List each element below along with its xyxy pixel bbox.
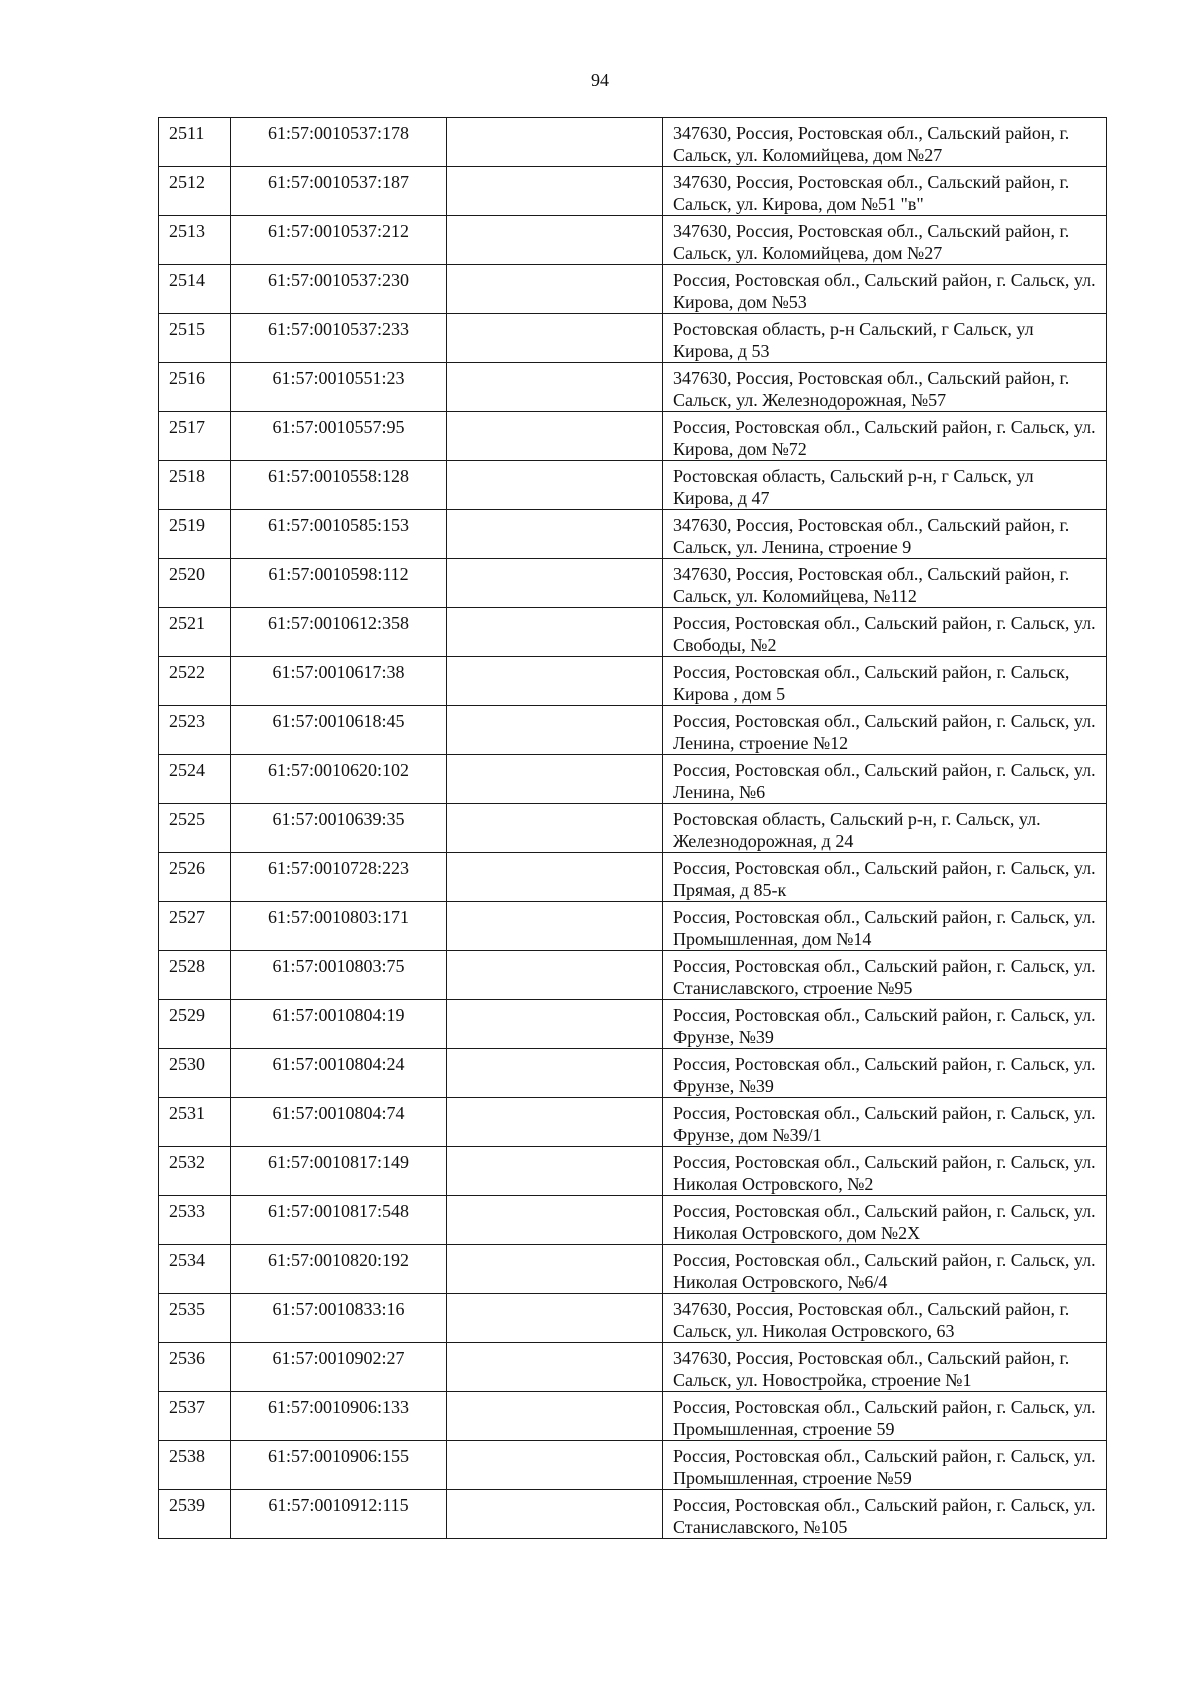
table-row xyxy=(159,1490,1107,1539)
address-cell: Россия, Ростовская обл., Сальский район, г. Сальск, ул. Кирова, дом №72 xyxy=(663,412,1107,461)
cadastral-number-cell: 61:57:0010833:16 xyxy=(231,1294,447,1343)
table-row xyxy=(159,314,1107,363)
cadastral-number-cell: 61:57:0010617:38 xyxy=(231,657,447,706)
row-number-cell: 2513 xyxy=(159,216,231,265)
empty-cell xyxy=(447,1392,663,1441)
address-cell: Россия, Ростовская обл., Сальский район, г. Сальск, ул. Промышленная, строение 59 xyxy=(663,1392,1107,1441)
table-row xyxy=(159,118,1107,167)
empty-cell xyxy=(447,902,663,951)
cadastral-number-cell: 61:57:0010537:187 xyxy=(231,167,447,216)
address-cell: 347630, Россия, Ростовская обл., Сальский район, г. Сальск, ул. Новостройка, строение №1 xyxy=(663,1343,1107,1392)
table-row xyxy=(159,902,1107,951)
cadastral-number-cell: 61:57:0010620:102 xyxy=(231,755,447,804)
empty-cell xyxy=(447,314,663,363)
row-number-cell: 2529 xyxy=(159,1000,231,1049)
address-cell: 347630, Россия, Ростовская обл., Сальский район, г. Сальск, ул. Коломийцева, №112 xyxy=(663,559,1107,608)
table-row xyxy=(159,804,1107,853)
cadastral-number-cell: 61:57:0010639:35 xyxy=(231,804,447,853)
cadastral-number-cell: 61:57:0010537:212 xyxy=(231,216,447,265)
address-cell: 347630, Россия, Ростовская обл., Сальский район, г. Сальск, ул. Коломийцева, дом №27 xyxy=(663,216,1107,265)
address-cell: Россия, Ростовская обл., Сальский район, г. Сальск, ул. Николая Островского, №6/4 xyxy=(663,1245,1107,1294)
table-row xyxy=(159,1000,1107,1049)
cadastral-number-cell: 61:57:0010804:74 xyxy=(231,1098,447,1147)
empty-cell xyxy=(447,510,663,559)
row-number-cell: 2532 xyxy=(159,1147,231,1196)
table-row xyxy=(159,559,1107,608)
address-cell: Россия, Ростовская обл., Сальский район, г. Сальск, Кирова , дом 5 xyxy=(663,657,1107,706)
empty-cell xyxy=(447,1245,663,1294)
cadastral-number-cell: 61:57:0010728:223 xyxy=(231,853,447,902)
page-number: 94 xyxy=(591,70,609,90)
empty-cell xyxy=(447,1147,663,1196)
row-number-cell: 2517 xyxy=(159,412,231,461)
empty-cell xyxy=(447,853,663,902)
table-row xyxy=(159,216,1107,265)
address-cell: Россия, Ростовская обл., Сальский район, г. Сальск, ул. Промышленная, дом №14 xyxy=(663,902,1107,951)
cadastral-number-cell: 61:57:0010902:27 xyxy=(231,1343,447,1392)
address-cell: Россия, Ростовская обл., Сальский район, г. Сальск, ул. Кирова, дом №53 xyxy=(663,265,1107,314)
cadastral-number-cell: 61:57:0010585:153 xyxy=(231,510,447,559)
address-cell: Ростовская область, Сальский р-н, г. Сальск, ул. Железнодорожная, д 24 xyxy=(663,804,1107,853)
empty-cell xyxy=(447,657,663,706)
empty-cell xyxy=(447,461,663,510)
empty-cell xyxy=(447,1049,663,1098)
cadastral-number-cell: 61:57:0010817:548 xyxy=(231,1196,447,1245)
address-cell: Россия, Ростовская обл., Сальский район, г. Сальск, ул. Фрунзе, №39 xyxy=(663,1000,1107,1049)
table-row xyxy=(159,755,1107,804)
address-cell: 347630, Россия, Ростовская обл., Сальский район, г. Сальск, ул. Николая Островского, 63 xyxy=(663,1294,1107,1343)
cadastral-number-cell: 61:57:0010906:133 xyxy=(231,1392,447,1441)
address-cell: Россия, Ростовская обл., Сальский район, г. Сальск, ул. Свободы, №2 xyxy=(663,608,1107,657)
row-number-cell: 2530 xyxy=(159,1049,231,1098)
address-cell: Россия, Ростовская обл., Сальский район, г. Сальск, ул. Станиславского, №105 xyxy=(663,1490,1107,1539)
row-number-cell: 2520 xyxy=(159,559,231,608)
table-row xyxy=(159,412,1107,461)
cadastral-number-cell: 61:57:0010912:115 xyxy=(231,1490,447,1539)
row-number-cell: 2539 xyxy=(159,1490,231,1539)
table-row xyxy=(159,1294,1107,1343)
address-cell: 347630, Россия, Ростовская обл., Сальский район, г. Сальск, ул. Ленина, строение 9 xyxy=(663,510,1107,559)
row-number-cell: 2536 xyxy=(159,1343,231,1392)
row-number-cell: 2511 xyxy=(159,118,231,167)
row-number-cell: 2519 xyxy=(159,510,231,559)
cadastral-number-cell: 61:57:0010551:23 xyxy=(231,363,447,412)
row-number-cell: 2537 xyxy=(159,1392,231,1441)
address-cell: Россия, Ростовская обл., Сальский район, г. Сальск, ул. Николая Островского, №2 xyxy=(663,1147,1107,1196)
table-row xyxy=(159,1392,1107,1441)
address-cell: Ростовская область, Сальский р-н, г Сальск, ул Кирова, д 47 xyxy=(663,461,1107,510)
cadastral-number-cell: 61:57:0010804:19 xyxy=(231,1000,447,1049)
empty-cell xyxy=(447,1294,663,1343)
empty-cell xyxy=(447,167,663,216)
cadastral-number-cell: 61:57:0010817:149 xyxy=(231,1147,447,1196)
empty-cell xyxy=(447,1343,663,1392)
address-cell: Россия, Ростовская обл., Сальский район, г. Сальск, ул. Фрунзе, №39 xyxy=(663,1049,1107,1098)
address-cell: Россия, Ростовская обл., Сальский район, г. Сальск, ул. Ленина, №6 xyxy=(663,755,1107,804)
address-cell: Россия, Ростовская обл., Сальский район, г. Сальск, ул. Ленина, строение №12 xyxy=(663,706,1107,755)
empty-cell xyxy=(447,1196,663,1245)
table-row xyxy=(159,1049,1107,1098)
row-number-cell: 2528 xyxy=(159,951,231,1000)
cadastral-number-cell: 61:57:0010820:192 xyxy=(231,1245,447,1294)
cadastral-number-cell: 61:57:0010803:171 xyxy=(231,902,447,951)
row-number-cell: 2522 xyxy=(159,657,231,706)
table-row xyxy=(159,1245,1107,1294)
empty-cell xyxy=(447,265,663,314)
table-row xyxy=(159,1147,1107,1196)
cadastral-number-cell: 61:57:0010537:178 xyxy=(231,118,447,167)
row-number-cell: 2526 xyxy=(159,853,231,902)
row-number-cell: 2533 xyxy=(159,1196,231,1245)
row-number-cell: 2521 xyxy=(159,608,231,657)
empty-cell xyxy=(447,706,663,755)
address-cell: Россия, Ростовская обл., Сальский район, г. Сальск, ул. Станиславского, строение №95 xyxy=(663,951,1107,1000)
row-number-cell: 2523 xyxy=(159,706,231,755)
address-cell: Россия, Ростовская обл., Сальский район, г. Сальск, ул. Николая Островского, дом №2Х xyxy=(663,1196,1107,1245)
empty-cell xyxy=(447,1490,663,1539)
row-number-cell: 2512 xyxy=(159,167,231,216)
table-row xyxy=(159,853,1107,902)
table-row xyxy=(159,951,1107,1000)
row-number-cell: 2534 xyxy=(159,1245,231,1294)
cadastral-number-cell: 61:57:0010537:233 xyxy=(231,314,447,363)
address-cell: Россия, Ростовская обл., Сальский район, г. Сальск, ул. Фрунзе, дом №39/1 xyxy=(663,1098,1107,1147)
table-row xyxy=(159,1343,1107,1392)
cadastral-number-cell: 61:57:0010804:24 xyxy=(231,1049,447,1098)
empty-cell xyxy=(447,1441,663,1490)
address-cell: Ростовская область, р-н Сальский, г Сальск, ул Кирова, д 53 xyxy=(663,314,1107,363)
cadastral-number-cell: 61:57:0010618:45 xyxy=(231,706,447,755)
row-number-cell: 2518 xyxy=(159,461,231,510)
cadastral-number-cell: 61:57:0010598:112 xyxy=(231,559,447,608)
property-registry-table xyxy=(158,117,1107,1539)
empty-cell xyxy=(447,951,663,1000)
empty-cell xyxy=(447,608,663,657)
empty-cell xyxy=(447,363,663,412)
empty-cell xyxy=(447,1098,663,1147)
cadastral-number-cell: 61:57:0010906:155 xyxy=(231,1441,447,1490)
table-row xyxy=(159,510,1107,559)
row-number-cell: 2515 xyxy=(159,314,231,363)
empty-cell xyxy=(447,1000,663,1049)
cadastral-number-cell: 61:57:0010803:75 xyxy=(231,951,447,1000)
table-row xyxy=(159,363,1107,412)
cadastral-number-cell: 61:57:0010558:128 xyxy=(231,461,447,510)
table-row xyxy=(159,608,1107,657)
table-row xyxy=(159,657,1107,706)
row-number-cell: 2516 xyxy=(159,363,231,412)
address-cell: 347630, Россия, Ростовская обл., Сальский район, г. Сальск, ул. Кирова, дом №51 "в" xyxy=(663,167,1107,216)
row-number-cell: 2525 xyxy=(159,804,231,853)
row-number-cell: 2531 xyxy=(159,1098,231,1147)
empty-cell xyxy=(447,412,663,461)
cadastral-number-cell: 61:57:0010537:230 xyxy=(231,265,447,314)
address-cell: 347630, Россия, Ростовская обл., Сальский район, г. Сальск, ул. Железнодорожная, №57 xyxy=(663,363,1107,412)
row-number-cell: 2538 xyxy=(159,1441,231,1490)
address-cell: Россия, Ростовская обл., Сальский район, г. Сальск, ул. Промышленная, строение №59 xyxy=(663,1441,1107,1490)
address-cell: Россия, Ростовская обл., Сальский район, г. Сальск, ул. Прямая, д 85-к xyxy=(663,853,1107,902)
table-row xyxy=(159,1441,1107,1490)
empty-cell xyxy=(447,216,663,265)
row-number-cell: 2535 xyxy=(159,1294,231,1343)
row-number-cell: 2524 xyxy=(159,755,231,804)
table-row xyxy=(159,167,1107,216)
cadastral-number-cell: 61:57:0010557:95 xyxy=(231,412,447,461)
cadastral-number-cell: 61:57:0010612:358 xyxy=(231,608,447,657)
table-row xyxy=(159,1098,1107,1147)
table-row xyxy=(159,461,1107,510)
table-row xyxy=(159,1196,1107,1245)
address-cell: 347630, Россия, Ростовская обл., Сальский район, г. Сальск, ул. Коломийцева, дом №27 xyxy=(663,118,1107,167)
registry-body xyxy=(159,118,1107,1539)
row-number-cell: 2514 xyxy=(159,265,231,314)
empty-cell xyxy=(447,755,663,804)
table-row xyxy=(159,706,1107,755)
empty-cell xyxy=(447,559,663,608)
row-number-cell: 2527 xyxy=(159,902,231,951)
table-row xyxy=(159,265,1107,314)
empty-cell xyxy=(447,804,663,853)
empty-cell xyxy=(447,118,663,167)
